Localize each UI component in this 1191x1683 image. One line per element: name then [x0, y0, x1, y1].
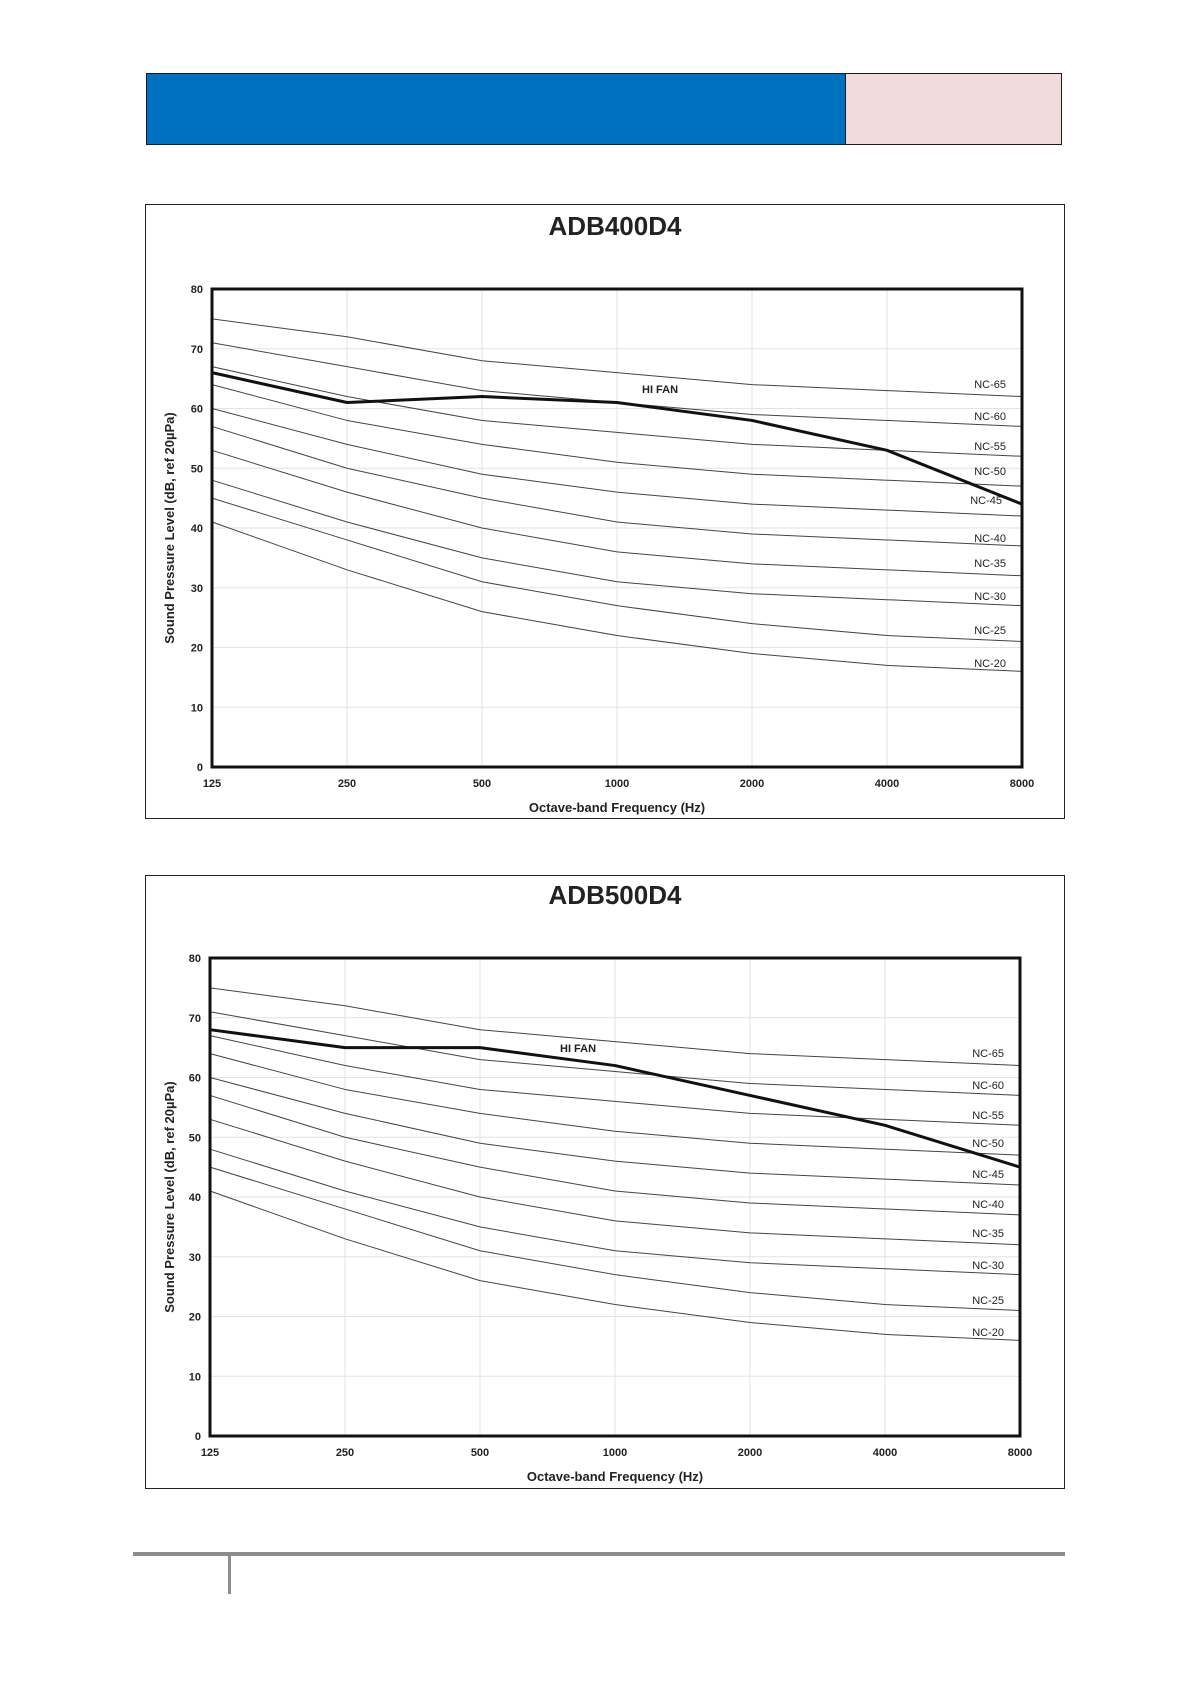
- y-tick-label: 50: [190, 463, 203, 476]
- y-tick-label: 60: [190, 403, 203, 416]
- series-label-nc-20: NC-20: [974, 658, 1006, 670]
- y-tick-label: 80: [190, 284, 203, 296]
- y-tick-label: 0: [194, 1431, 201, 1443]
- y-tick-label: 30: [190, 582, 203, 595]
- y-tick-label: 60: [188, 1072, 201, 1085]
- y-axis-label: Sound Pressure Level (dB, ref 20µPa): [162, 412, 177, 644]
- x-tick-label: 8000: [1009, 778, 1035, 790]
- series-label-nc-50: NC-50: [972, 1138, 1004, 1150]
- y-tick-label: 80: [188, 953, 201, 965]
- footer-rule: [133, 1552, 1065, 1556]
- y-tick-label: 10: [190, 702, 203, 715]
- y-tick-label: 40: [190, 523, 203, 535]
- series-label-nc-35: NC-35: [972, 1228, 1004, 1240]
- series-label-nc-45: NC-45: [972, 1169, 1004, 1181]
- y-axis-label: Sound Pressure Level (dB, ref 20µPa): [162, 1081, 177, 1313]
- y-tick-label: 10: [188, 1371, 201, 1384]
- x-tick-label: 4000: [874, 778, 900, 790]
- series-label-nc-60: NC-60: [972, 1080, 1004, 1092]
- y-tick-label: 70: [188, 1012, 201, 1025]
- chart-title: ADB500D4: [548, 880, 682, 910]
- series-label-nc-20: NC-20: [972, 1327, 1004, 1339]
- x-tick-label: 8000: [1007, 1447, 1033, 1459]
- y-tick-label: 30: [188, 1251, 201, 1264]
- y-tick-label: 0: [196, 762, 203, 774]
- x-tick-label: 2000: [739, 778, 765, 790]
- y-tick-label: 20: [188, 1311, 201, 1324]
- series-label-nc-65: NC-65: [974, 379, 1006, 391]
- series-label-nc-30: NC-30: [974, 591, 1006, 603]
- x-tick-label: 1000: [604, 778, 630, 790]
- x-tick-label: 250: [335, 1447, 355, 1459]
- x-axis-label: Octave-band Frequency (Hz): [528, 800, 706, 815]
- series-label-nc-35: NC-35: [974, 558, 1006, 570]
- x-tick-label: 1000: [602, 1447, 628, 1459]
- header-side-box: [845, 73, 1062, 145]
- series-label-nc-40: NC-40: [972, 1199, 1004, 1211]
- y-tick-label: 50: [188, 1132, 201, 1145]
- series-label-nc-50: NC-50: [974, 466, 1006, 478]
- x-tick-label: 500: [470, 1447, 490, 1459]
- series-label-nc-25: NC-25: [974, 625, 1006, 637]
- x-tick-label: 250: [337, 778, 357, 790]
- series-label-nc-55: NC-55: [972, 1110, 1004, 1122]
- x-tick-label: 500: [472, 778, 492, 790]
- chart-adb400d4: [145, 204, 1065, 819]
- x-tick-label: 125: [200, 1447, 220, 1459]
- chart-svg: [146, 876, 1064, 1488]
- y-tick-label: 70: [190, 343, 203, 356]
- x-tick-label: 4000: [872, 1447, 898, 1459]
- y-tick-label: 40: [188, 1192, 201, 1204]
- footer-divider: [228, 1556, 231, 1594]
- series-label-nc-60: NC-60: [974, 411, 1006, 423]
- x-axis-label: Octave-band Frequency (Hz): [526, 1469, 704, 1484]
- x-tick-label: 2000: [737, 1447, 763, 1459]
- series-label-hi-fan: HI FAN: [642, 384, 679, 396]
- series-label-nc-25: NC-25: [972, 1295, 1004, 1307]
- chart-title: ADB400D4: [548, 211, 682, 241]
- series-label-nc-30: NC-30: [972, 1260, 1004, 1272]
- series-label-hi-fan: HI FAN: [560, 1043, 597, 1055]
- series-label-nc-65: NC-65: [972, 1048, 1004, 1060]
- series-label-nc-40: NC-40: [974, 533, 1006, 545]
- chart-adb500d4: [145, 875, 1065, 1489]
- x-tick-label: 125: [202, 778, 222, 790]
- series-label-nc-45: NC-45: [970, 495, 1002, 507]
- header-blue-band: [146, 73, 845, 145]
- chart-svg: [146, 205, 1064, 818]
- series-label-nc-55: NC-55: [974, 441, 1006, 453]
- y-tick-label: 20: [190, 642, 203, 655]
